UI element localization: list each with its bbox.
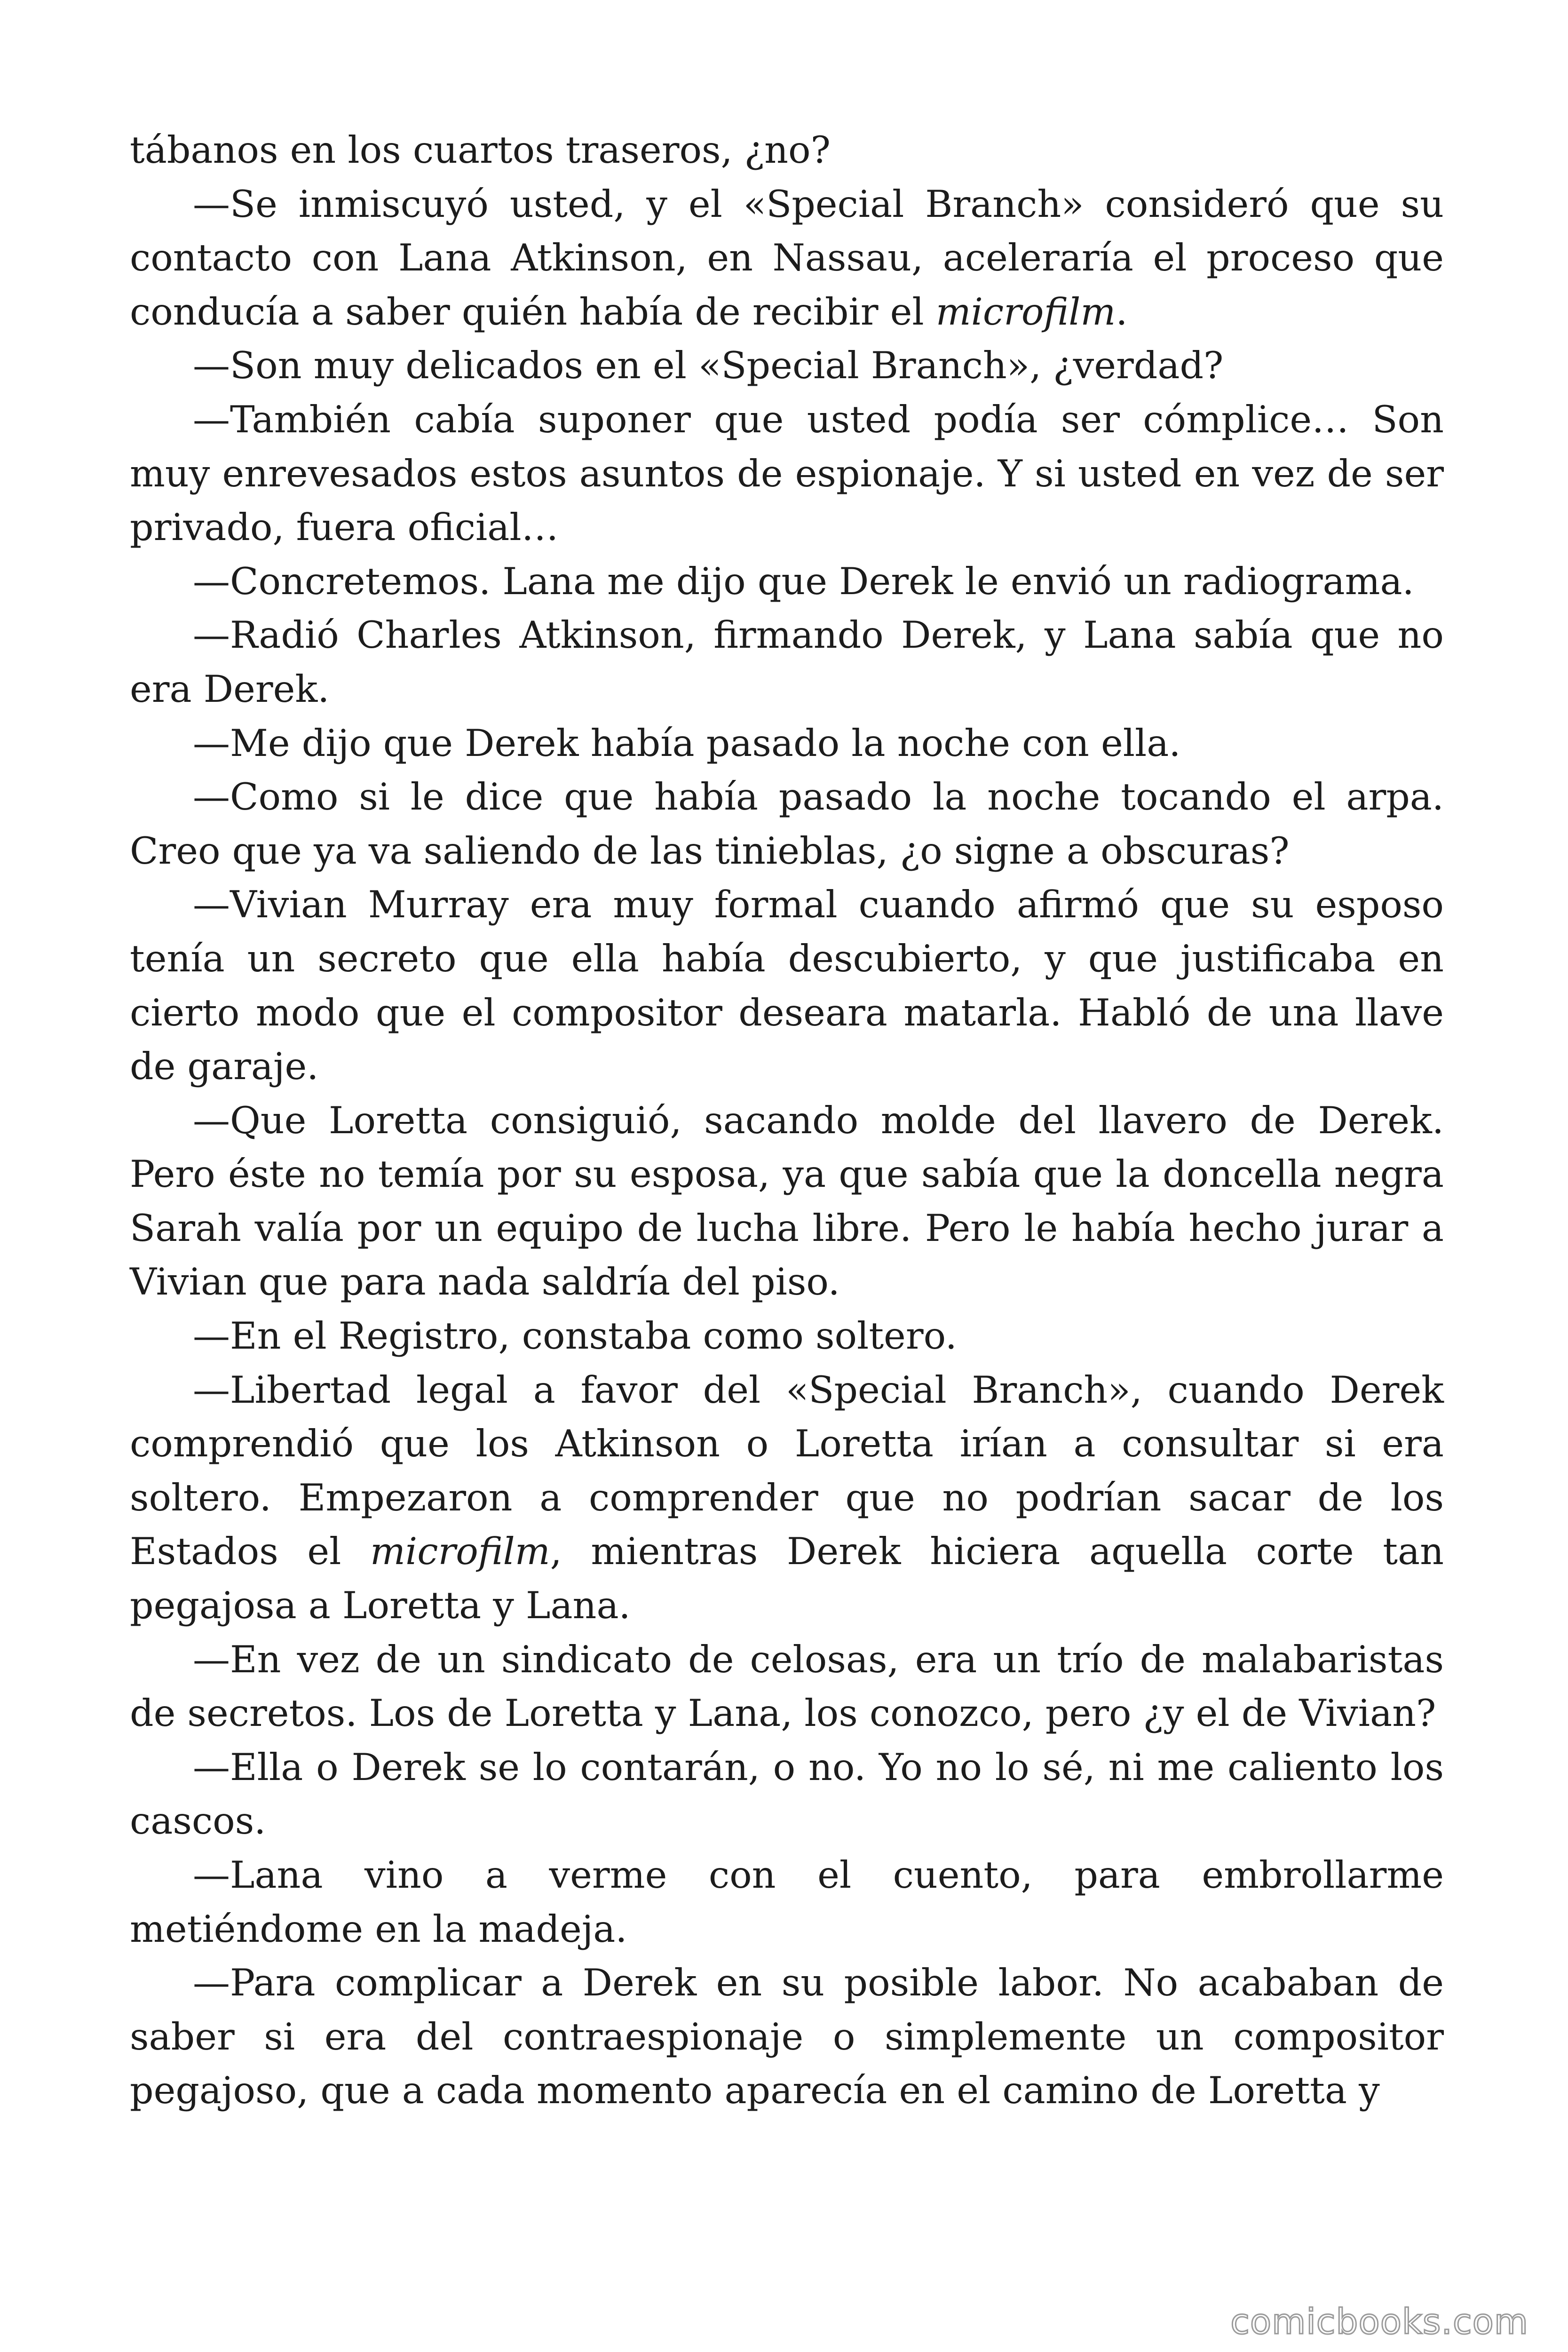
- paragraph-12: [130, 1363, 1444, 1633]
- italic-term-microfilm: microfilm: [935, 290, 1116, 334]
- paragraph-13-text: —En vez de un sindicato de celosas, era un trío de malabaristas de secretos. Los de Loretta y Lana, los conozco, pero ¿y el de Vivian?: [130, 1637, 1444, 1735]
- paragraph-14-text: —Ella o Derek se lo contarán, o no. Yo no lo sé, ni me caliento los cascos.: [130, 1745, 1444, 1843]
- paragraph-2: [130, 177, 1444, 339]
- paragraph-13: [130, 1633, 1444, 1740]
- paragraph-6: [130, 608, 1444, 716]
- paragraph-8-text: —Como si le dice que había pasado la noche tocando el arpa. Creo que ya va saliendo de las tinieblas, ¿o signe a obscuras?: [130, 775, 1444, 873]
- paragraph-16: [130, 1956, 1444, 2118]
- paragraph-5: [130, 555, 1444, 609]
- watermark-logo-text: comicbooks.com: [1230, 2302, 1528, 2342]
- paragraph-6-text: —Radió Charles Atkinson, firmando Derek, y Lana sabía que no era Derek.: [130, 613, 1444, 711]
- paragraph-2-text: —Se inmiscuyó usted, y el «Special Branch» consideró que su contacto con Lana Atkinson, en Nassau, aceleraría el proceso que conducía a saber quién había de recibir el: [130, 182, 1444, 334]
- paragraph-1: [130, 123, 1444, 177]
- paragraph-10-text: —Que Loretta consiguió, sacando molde del llavero de Derek. Pero éste no temía por su esposa, ya que sabía que la doncella negra Sarah valía por un equipo de lucha libre. Pero le había hecho jurar a Vivian que para nada saldría del piso.: [130, 1098, 1444, 1304]
- paragraph-14: [130, 1740, 1444, 1848]
- paragraph-4-text: —También cabía suponer que usted podía ser cómplice… Son muy enrevesados estos asuntos de espionaje. Y si usted en vez de ser privado, fuera oficial…: [130, 397, 1444, 549]
- paragraph-8: [130, 770, 1444, 878]
- paragraph-7-text: —Me dijo que Derek había pasado la noche con ella.: [193, 721, 1181, 765]
- paragraph-16-text: —Para complicar a Derek en su posible labor. No acababan de saber si era del contraespionaje o simplemente un compositor pegajoso, que a cada momento aparecía en el camino de Loretta y: [130, 1961, 1444, 2113]
- paragraph-11-text: —En el Registro, constaba como soltero.: [193, 1314, 957, 1358]
- paragraph-9-text: —Vivian Murray era muy formal cuando afirmó que su esposo tenía un secreto que ella había descubierto, y que justificaba en cierto modo que el compositor deseara matarla. Habló de una llave de garaje.: [130, 883, 1444, 1089]
- italic-term-microfilm: microfilm: [370, 1530, 550, 1573]
- paragraph-2-tail: .: [1116, 290, 1128, 334]
- paragraph-9: [130, 878, 1444, 1093]
- paragraph-12-text: —Libertad legal a favor del «Special Branch», cuando Derek comprendió que los Atkinson o Loretta irían a consultar si era soltero. Empezaron a comprender que no podrían sacar de los Estados el: [130, 1368, 1444, 1573]
- paragraph-4: [130, 393, 1444, 555]
- paragraph-3-text: —Son muy delicados en el «Special Branch», ¿verdad?: [193, 344, 1224, 388]
- body-text: [130, 123, 1444, 2118]
- paragraph-11: [130, 1309, 1444, 1363]
- paragraph-3: [130, 339, 1444, 393]
- paragraph-1-text: tábanos en los cuartos traseros, ¿no?: [130, 128, 831, 172]
- paragraph-5-text: —Concretemos. Lana me dijo que Derek le envió un radiograma.: [193, 559, 1414, 603]
- paragraph-7: [130, 716, 1444, 771]
- paragraph-10: [130, 1094, 1444, 1309]
- paragraph-15: [130, 1848, 1444, 1956]
- paragraph-15-text: —Lana vino a verme con el cuento, para embrollarme metiéndome en la madeja.: [130, 1853, 1444, 1951]
- paragraph-12-tail: , mientras Derek hiciera aquella corte tan pegajosa a Loretta y Lana.: [130, 1530, 1444, 1628]
